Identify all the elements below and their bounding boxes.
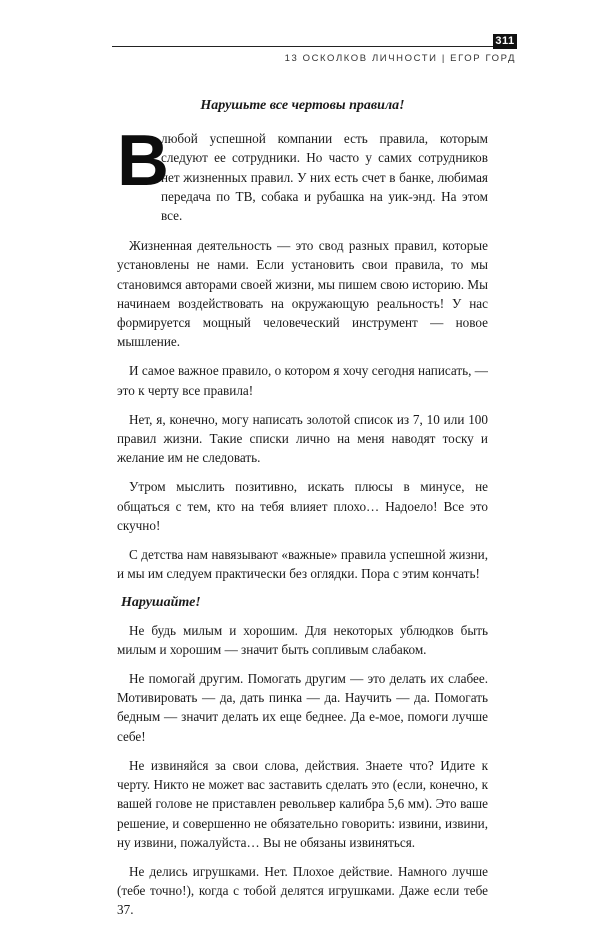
page-number: 311 <box>493 34 517 49</box>
subsection-heading: Нарушайте! <box>121 595 201 611</box>
lead-paragraph <box>117 121 488 225</box>
paragraph: Нет, я, конечно, могу написать золотой список из 7, 10 или 100 правил жизни. Такие списки лично на меня наводят тоску и желание им не следовать. <box>117 411 488 466</box>
paragraph: Жизненная деятельность — это свод разных правил, которые установлены не нами. Если установить свои правила, то мы становимся авторами своей жизни, мы пишем свою историю. Мы начинаем воздействовать на окружающую реальность! У нас формируется мощный человеческий инструмент — новое мышление. <box>117 238 488 350</box>
paragraph: Не извиняйся за свои слова, действия. Знаете что? Идите к черту. Никто не может вас заставить сделать это (если, конечно, к вашей голове не приставлен револьвер калибра 5,6 мм). Это ваше решение, и совершенно не обязательно говорить: извини, извини, ну извини, пожалуйста… Вы не обязаны извиняться. <box>117 757 488 850</box>
lead-text: любой успешной компании есть правила, которым следуют ее сотрудники. Но часто у самих сотрудников нет жизненных правил. У них есть счет в банке, любимая передача по ТВ, собака и рубашка на уик-энд. На этом все. <box>161 131 488 224</box>
section-heading: Нарушьте все чертовы правила! <box>200 98 405 113</box>
paragraph: Не будь милым и хорошим. Для некоторых ублюдков быть милым и хорошим — значит быть сопливым слабаком. <box>117 622 488 657</box>
paragraph: Не делись игрушками. Нет. Плохое действие. Намного лучше (тебе точно!), когда с тобой делятся игрушками. Даже если тебе 37. <box>117 863 488 918</box>
page-body <box>117 96 488 930</box>
header-rule <box>112 46 493 47</box>
drop-cap: В <box>117 121 169 202</box>
paragraph: Утром мыслить позитивно, искать плюсы в минусе, не общаться с тем, кто на тебя влияет плохо… Надоело! Все это скучно! <box>117 479 488 533</box>
running-head: 13 ОСКОЛКОВ ЛИЧНОСТИ | ЕГОР ГОРД <box>284 53 516 64</box>
paragraph: Не помогай другим. Помогать другим — это делать их слабее. Мотивировать — да, дать пинка — да. Научить — да. Помогать бедным — значит делать их еще беднее. Да е-мое, помоги лучше себе! <box>117 671 488 744</box>
paragraph: И самое важное правило, о котором я хочу сегодня написать, — это к черту все правила! <box>117 363 488 398</box>
paragraph: С детства нам навязывают «важные» правила успешной жизни, и мы им следуем практически без оглядки. Пора с этим кончать! <box>117 547 488 582</box>
